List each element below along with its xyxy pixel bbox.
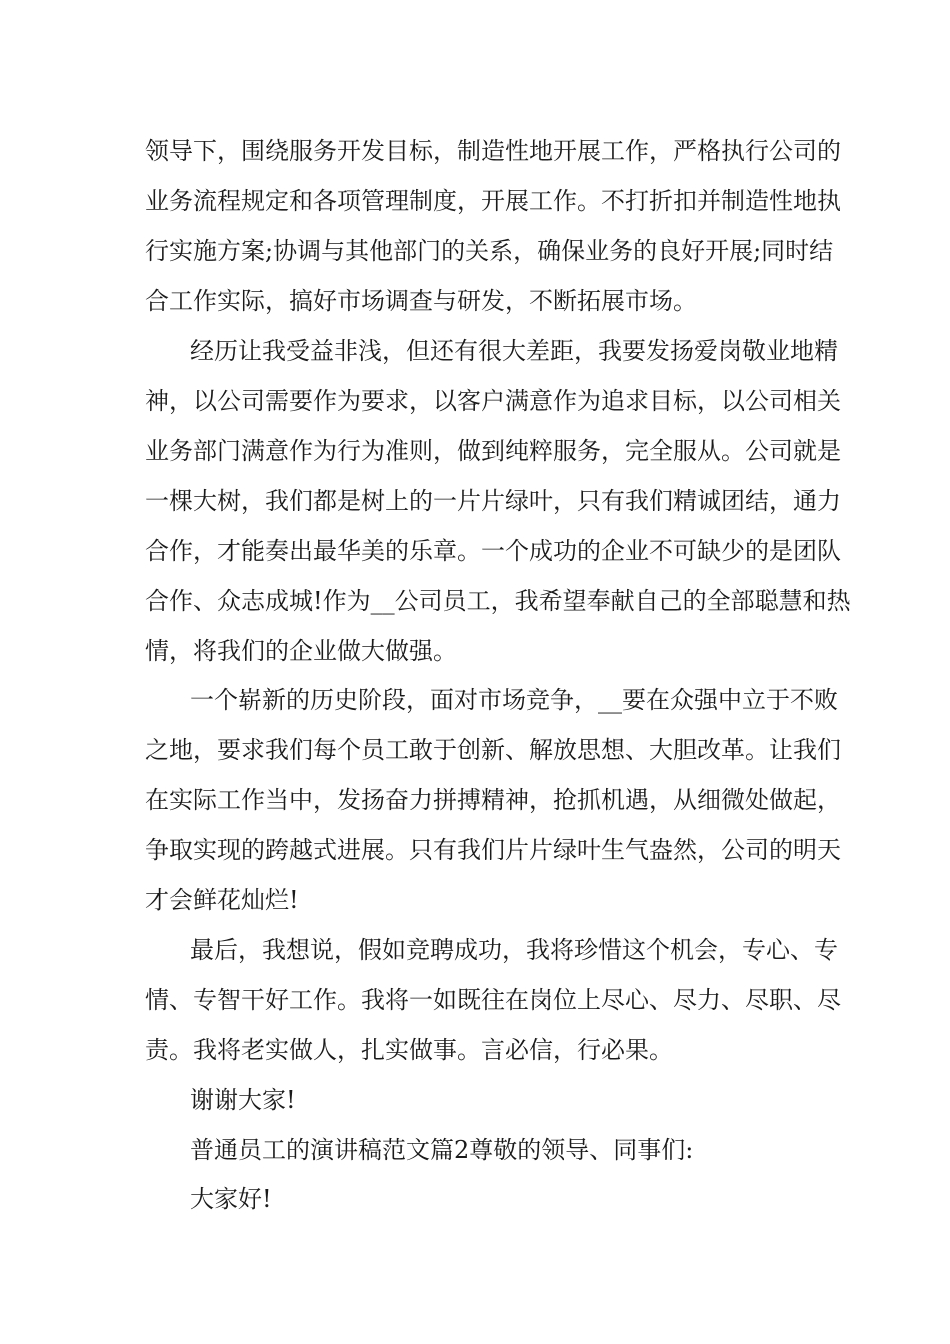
paragraph-line: 业务部门满意作为行为准则，做到纯粹服务，完全服从。公司就是 xyxy=(145,437,841,465)
paragraph-line: 争取实现的跨越式进展。只有我们片片绿叶生气盎然，公司的明天 xyxy=(145,836,841,864)
paragraph-line: 大家好! xyxy=(190,1185,272,1213)
paragraph-line: 谢谢大家! xyxy=(190,1086,296,1114)
paragraph-line: 在实际工作当中，发扬奋力拼搏精神，抢抓机遇，从细微处做起， xyxy=(145,786,841,814)
paragraph-line: 一个崭新的历史阶段，面对市场竞争，__要在众强中立于不败 xyxy=(190,686,838,714)
paragraph-line: 责。我将老实做人，扎实做事。言必信，行必果。 xyxy=(145,1036,673,1064)
paragraph-line: 合作、众志成城!作为__公司员工，我希望奉献自己的全部聪慧和热 xyxy=(145,587,851,615)
paragraph-line: 行实施方案;协调与其他部门的关系，确保业务的良好开展;同时结 xyxy=(145,237,834,265)
paragraph-line: 合作，才能奏出最华美的乐章。一个成功的企业不可缺少的是团队 xyxy=(145,537,841,565)
paragraph-line: 神，以公司需要作为要求，以客户满意作为追求目标，以公司相关 xyxy=(145,387,841,415)
paragraph-line: 业务流程规定和各项管理制度，开展工作。不打折扣并制造性地执 xyxy=(145,187,841,215)
paragraph-line: 普通员工的演讲稿范文篇2尊敬的领导、同事们: xyxy=(190,1136,694,1164)
paragraph-line: 才会鲜花灿烂! xyxy=(145,886,299,914)
paragraph-line: 之地，要求我们每个员工敢于创新、解放思想、大胆改革。让我们 xyxy=(145,736,841,764)
paragraph-line: 情，将我们的企业做大做强。 xyxy=(145,637,457,665)
paragraph-line: 合工作实际，搞好市场调查与研发，不断拓展市场。 xyxy=(145,287,697,315)
paragraph-line: 最后，我想说，假如竞聘成功，我将珍惜这个机会，专心、专 xyxy=(190,936,838,964)
paragraph-line: 领导下，围绕服务开发目标，制造性地开展工作，严格执行公司的 xyxy=(145,137,841,165)
paragraph-line: 情、专智干好工作。我将一如既往在岗位上尽心、尽力、尽职、尽 xyxy=(145,986,841,1014)
paragraph-line: 经历让我受益非浅，但还有很大差距，我要发扬爱岗敬业地精 xyxy=(190,337,838,365)
paragraph-line: 一棵大树，我们都是树上的一片片绿叶，只有我们精诚团结，通力 xyxy=(145,487,841,515)
